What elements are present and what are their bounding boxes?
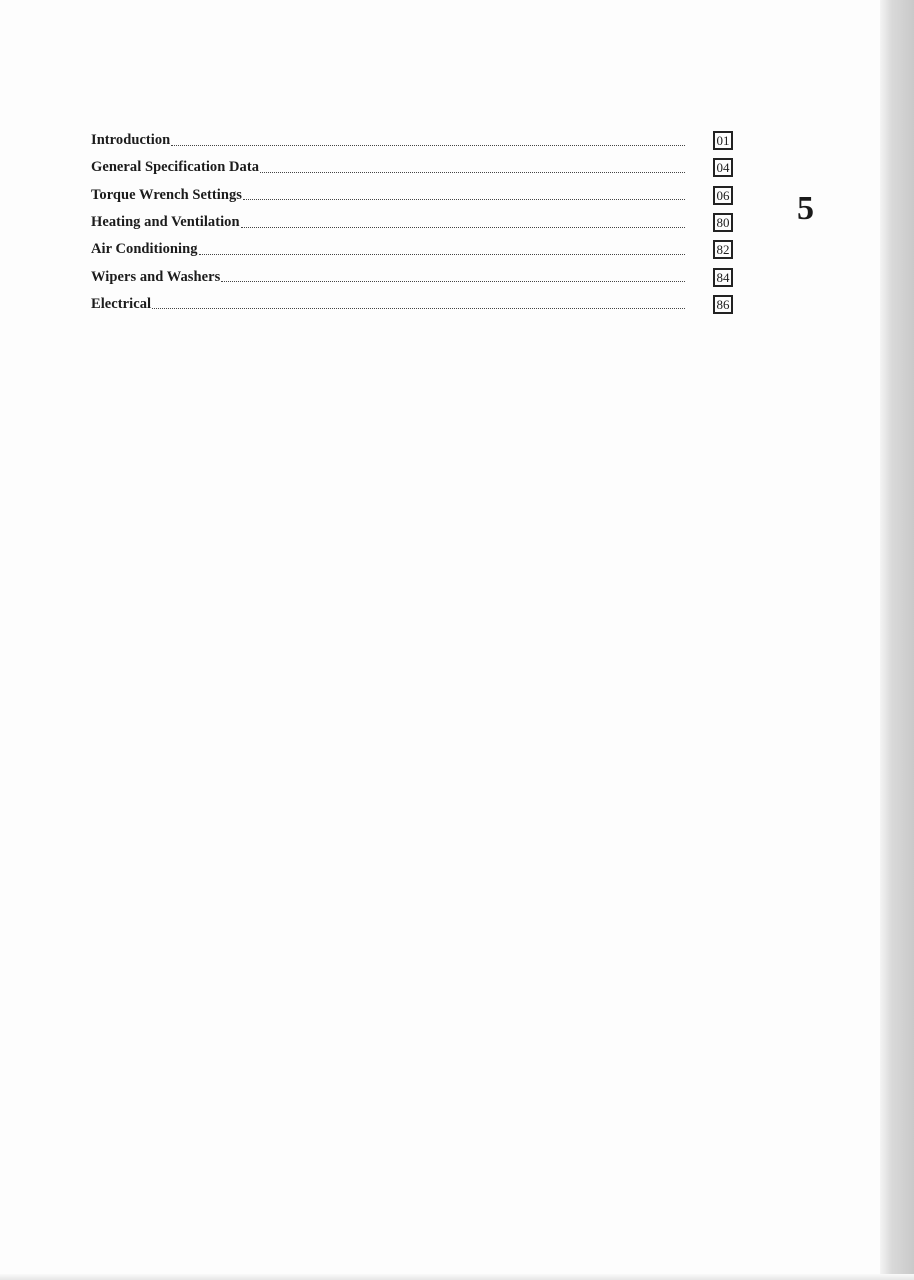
table-of-contents <box>91 127 753 318</box>
toc-entry-torque-wrench-settings[interactable] <box>91 182 753 209</box>
toc-page-number: 84 <box>713 268 733 287</box>
toc-entry-label: Wipers and Washers <box>91 268 221 285</box>
section-number: 5 <box>797 190 814 227</box>
toc-entry-label: Torque Wrench Settings <box>91 186 242 203</box>
toc-entry-heating-and-ventilation[interactable] <box>91 209 753 236</box>
toc-entry-label: Heating and Ventilation <box>91 214 240 231</box>
toc-entry-air-conditioning[interactable] <box>91 236 753 263</box>
dot-leader <box>152 305 685 309</box>
dot-leader <box>171 142 685 146</box>
page-edge-shadow <box>880 0 914 1280</box>
toc-page-number: 04 <box>713 158 733 177</box>
dot-leader <box>221 278 685 282</box>
toc-page-number: 82 <box>713 240 733 259</box>
page-bottom-shadow <box>0 1274 914 1280</box>
dot-leader <box>199 251 686 255</box>
toc-page-number: 80 <box>713 213 733 232</box>
dot-leader <box>260 169 685 173</box>
toc-page-number: 06 <box>713 186 733 205</box>
dot-leader <box>241 224 685 228</box>
toc-page-number: 01 <box>713 131 733 150</box>
toc-entry-label: General Specification Data <box>91 159 260 176</box>
toc-entry-label: Introduction <box>91 132 171 149</box>
dot-leader <box>243 196 685 200</box>
toc-entry-wipers-and-washers[interactable] <box>91 263 753 290</box>
toc-entry-label: Electrical <box>91 295 152 312</box>
toc-page-number: 86 <box>713 295 733 314</box>
toc-entry-label: Air Conditioning <box>91 241 198 258</box>
toc-entry-general-specification-data[interactable] <box>91 154 753 181</box>
toc-entry-introduction[interactable] <box>91 127 753 154</box>
toc-entry-electrical[interactable] <box>91 291 753 318</box>
